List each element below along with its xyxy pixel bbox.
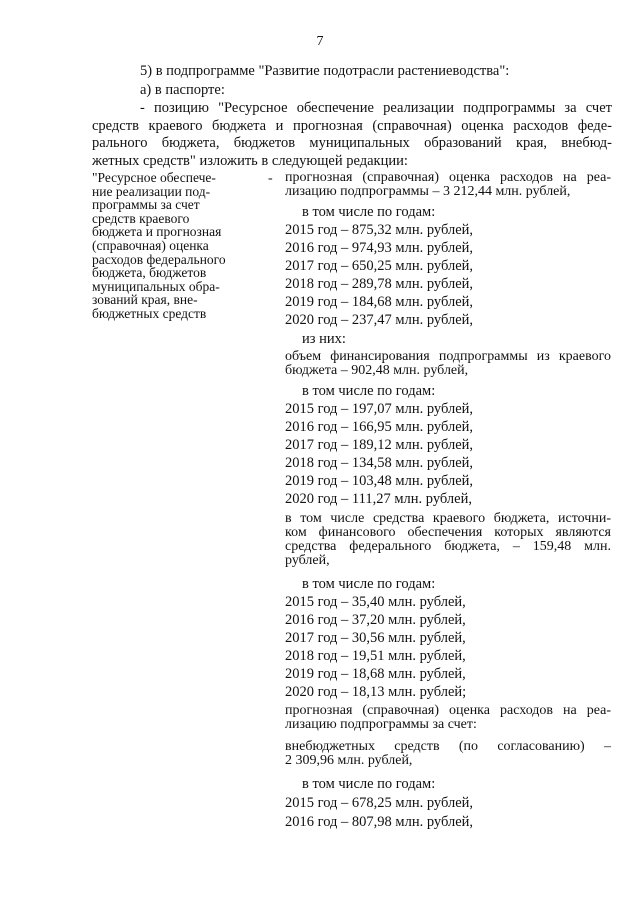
year-total-item: 2017 год – 650,25 млн. рублей, [285, 258, 474, 274]
left-column-line: бюджета и прогнозная [92, 224, 222, 240]
year-offbudget-item: 2015 год – 678,25 млн. рублей, [285, 795, 474, 811]
position-line: рального бюджета, бюджетов муниципальных образований края, внебюд- [92, 135, 612, 151]
left-column-line: бюджетных средств [92, 305, 207, 321]
year-total-item: 2020 год – 237,47 млн. рублей, [285, 312, 474, 328]
year-federal-item: 2020 год – 18,13 млн. рублей; [285, 684, 467, 700]
offbudget-funds-line: внебюджетных средств (по согласованию) – [285, 739, 611, 754]
left-column-line: ние реализации под- [92, 183, 211, 199]
left-column-line: средств краевого [92, 210, 190, 226]
item-a-heading: а) в паспорте: [140, 82, 225, 98]
year-total-item: 2018 год – 289,78 млн. рублей, [285, 276, 474, 292]
regional-budget-block [285, 350, 611, 378]
year-federal-item: 2017 год – 30,56 млн. рублей, [285, 630, 466, 646]
federal-funds-line: в том числе средства краевого бюджета, источни- [285, 511, 611, 526]
position-line: средств краевого бюджета и прогнозная (справочная) оценка расходов феде- [92, 117, 612, 134]
of-them-label: из них: [302, 331, 346, 347]
left-column-line: бюджета, бюджетов [92, 265, 207, 281]
left-column-line: (справочная) оценка [92, 237, 209, 253]
offbudget-funds-line: 2 309,96 млн. рублей, [285, 753, 413, 768]
forecast-offbudget-line: лизацию подпрограммы за счет: [285, 717, 477, 732]
position-line: - позицию "Ресурсное обеспечение реализации подпрограммы за счет [140, 100, 612, 116]
left-column-line: "Ресурсное обеспече- [92, 170, 216, 185]
by-years-label: в том числе по годам: [302, 204, 436, 220]
federal-funds-line: средства федерального бюджета, – 159,48 млн. [285, 539, 611, 554]
regional-budget-line: объем финансирования подпрограммы из краевого [285, 349, 611, 364]
total-forecast-line: лизацию подпрограммы – 3 212,44 млн. рублей, [285, 184, 571, 199]
year-federal-item: 2015 год – 35,40 млн. рублей, [285, 594, 466, 610]
year-federal-item: 2018 год – 19,51 млн. рублей, [285, 648, 466, 664]
year-total-item: 2015 год – 875,32 млн. рублей, [285, 222, 474, 238]
year-regional-item: 2016 год – 166,95 млн. рублей, [285, 419, 474, 435]
federal-funds-block [285, 512, 611, 568]
left-column-line: расходов федерального [92, 251, 226, 267]
year-total-item: 2016 год – 974,93 млн. рублей, [285, 240, 474, 256]
year-total-item: 2019 год – 184,68 млн. рублей, [285, 294, 474, 310]
position-paragraph [92, 100, 612, 170]
by-years-label: в том числе по годам: [302, 576, 436, 592]
position-line: жетных средств" изложить в следующей редакции: [92, 152, 408, 169]
left-column-label [92, 171, 252, 321]
total-forecast-block [285, 171, 611, 199]
year-federal-item: 2016 год – 37,20 млн. рублей, [285, 612, 466, 628]
year-regional-item: 2015 год – 197,07 млн. рублей, [285, 401, 474, 417]
year-federal-item: 2019 год – 18,68 млн. рублей, [285, 666, 466, 682]
page-number: 7 [316, 34, 324, 49]
year-regional-item: 2020 год – 111,27 млн. рублей, [285, 491, 472, 507]
year-offbudget-item: 2016 год – 807,98 млн. рублей, [285, 814, 474, 830]
item-5-heading: 5) в подпрограмме "Развитие подотрасли растениеводства": [140, 63, 510, 79]
year-regional-item: 2019 год – 103,48 млн. рублей, [285, 473, 474, 489]
federal-funds-line: ком финансового обеспечения которых являются [285, 525, 611, 540]
left-column-line: программы за счет [92, 197, 200, 213]
regional-budget-line: бюджета – 902,48 млн. рублей, [285, 363, 469, 378]
by-years-label: в том числе по годам: [302, 383, 436, 399]
year-regional-item: 2018 год – 134,58 млн. рублей, [285, 455, 474, 471]
offbudget-funds-block [285, 740, 611, 768]
forecast-offbudget-block [285, 704, 611, 732]
forecast-offbudget-line: прогнозная (справочная) оценка расходов на реа- [285, 703, 611, 718]
year-regional-item: 2017 год – 189,12 млн. рублей, [285, 437, 474, 453]
left-column-line: зований края, вне- [92, 292, 198, 308]
total-forecast-line: прогнозная (справочная) оценка расходов на реа- [285, 170, 611, 185]
left-column-line: муниципальных обра- [92, 278, 220, 294]
by-years-label: в том числе по годам: [302, 776, 436, 792]
column-dash: - [268, 171, 273, 186]
federal-funds-line: рублей, [285, 553, 330, 568]
